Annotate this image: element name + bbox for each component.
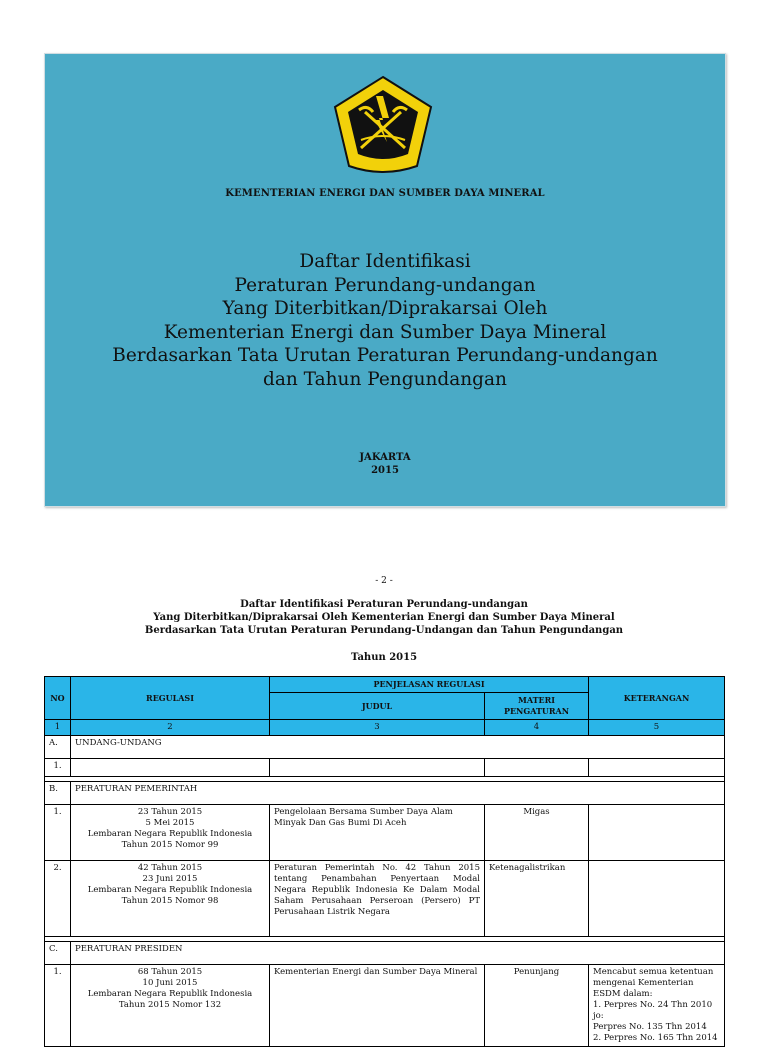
document-title-line: Berdasarkan Tata Urutan Peraturan Perundang-Undangan dan Tahun Pengundangan (144, 625, 624, 636)
section-title: UNDANG-UNDANG (71, 736, 725, 759)
regulation-gazette-no: Tahun 2015 Nomor 98 (121, 896, 219, 906)
keterangan-cell (589, 805, 725, 861)
regulation-number: 23 Tahun 2015 (137, 807, 203, 817)
column-number: 3 (270, 720, 485, 736)
document-title-line: Yang Diterbitkan/Diprakarsai Oleh Kementerian Energi dan Sumber Daya Mineral (153, 612, 615, 623)
ministry-name: KEMENTERIAN ENERGI DAN SUMBER DAYA MINERAL (225, 188, 545, 199)
materi-cell (485, 759, 589, 777)
table-row (45, 805, 725, 861)
row-number: 1. (45, 805, 71, 861)
header-judul: JUDUL (270, 693, 485, 720)
cover-title-line: Daftar Identifikasi (299, 251, 471, 272)
cover-year: 2015 (371, 465, 399, 476)
keterangan-cell (589, 759, 725, 777)
document-title (0, 598, 768, 637)
header-keterangan: KETERANGAN (589, 677, 725, 720)
table-row (45, 965, 725, 1047)
regulation-number: 42 Tahun 2015 (137, 863, 203, 873)
materi-cell: Ketenagalistrikan (485, 861, 589, 937)
page-number: - 2 - (375, 576, 393, 586)
materi-cell: Penunjang (485, 965, 589, 1047)
cover-location (45, 451, 725, 477)
row-number: 1. (45, 759, 71, 777)
regulation-number: 68 Tahun 2015 (137, 967, 203, 977)
keterangan-line: Mencabut semua ketentuan mengenai Kementerian ESDM dalam: (593, 967, 714, 999)
cover-city: JAKARTA (359, 452, 411, 463)
column-number: 2 (71, 720, 270, 736)
judul-cell: Peraturan Pemerintah No. 42 Tahun 2015 tentang Penambahan Penyertaan Modal Negara Republik Indonesia Ke Dalam Modal Saham Perusahaan Perseroan (Persero) PT Perusahaan Listrik Negara (270, 861, 485, 937)
regulasi-cell (71, 861, 270, 937)
regulation-gazette: Lembaran Negara Republik Indonesia (87, 829, 253, 839)
cover-title-line: Yang Diterbitkan/Diprakarsai Oleh (222, 298, 548, 319)
keterangan-cell (589, 965, 725, 1047)
judul-cell: Kementerian Energi dan Sumber Daya Mineral (270, 965, 485, 1047)
regulation-gazette: Lembaran Negara Republik Indonesia (87, 885, 253, 895)
materi-cell: Migas (485, 805, 589, 861)
cover-title-line: Peraturan Perundang-undangan (234, 274, 536, 296)
section-row (45, 782, 725, 805)
document-title-line: Daftar Identifikasi Peraturan Perundang-undangan (240, 599, 528, 610)
cover-title-line: dan Tahun Pengundangan (263, 368, 507, 390)
keterangan-cell (589, 861, 725, 937)
section-row (45, 942, 725, 965)
row-number: 1. (45, 965, 71, 1047)
judul-cell (270, 759, 485, 777)
regulation-gazette-no: Tahun 2015 Nomor 99 (121, 840, 219, 850)
section-title: PERATURAN PEMERINTAH (71, 782, 725, 805)
section-title: PERATURAN PRESIDEN (71, 942, 725, 965)
cover-title (45, 250, 725, 391)
table-row (45, 861, 725, 937)
column-number: 1 (45, 720, 71, 736)
keterangan-line: 2. Perpres No. 165 Thn 2014 (593, 1033, 718, 1043)
regulasi-cell (71, 805, 270, 861)
header-penjelasan: PENJELASAN REGULASI (270, 677, 589, 693)
section-row (45, 736, 725, 759)
table-row (45, 759, 725, 777)
section-letter: C. (45, 942, 71, 965)
regulation-gazette: Lembaran Negara Republik Indonesia (87, 989, 253, 999)
regulation-gazette-no: Tahun 2015 Nomor 132 (118, 1000, 222, 1010)
cover-panel (44, 53, 726, 507)
regulation-date: 5 Mei 2015 (145, 818, 195, 828)
header-no: NO (45, 677, 71, 720)
judul-cell: Pengelolaan Bersama Sumber Daya Alam Minyak Dan Gas Bumi Di Aceh (270, 805, 485, 861)
keterangan-line: Perpres No. 135 Thn 2014 (593, 1022, 707, 1032)
esdm-logo-icon (331, 74, 435, 178)
section-letter: A. (45, 736, 71, 759)
keterangan-line: 1. Perpres No. 24 Thn 2010 jo: (593, 1000, 713, 1021)
cover-title-line: Berdasarkan Tata Urutan Peraturan Perundang-undangan (112, 345, 658, 366)
column-number: 4 (485, 720, 589, 736)
regulation-date: 10 Juni 2015 (142, 978, 198, 988)
document-year: Tahun 2015 (350, 652, 418, 663)
cover-title-line: Kementerian Energi dan Sumber Daya Mineral (163, 321, 607, 343)
column-number: 5 (589, 720, 725, 736)
regulasi-cell (71, 965, 270, 1047)
header-regulasi: REGULASI (71, 677, 270, 720)
row-number: 2. (45, 861, 71, 937)
header-materi: MATERI PENGATURAN (485, 693, 589, 720)
section-letter: B. (45, 782, 71, 805)
regulasi-cell (71, 759, 270, 777)
regulation-table (44, 676, 725, 1047)
regulation-date: 23 Juni 2015 (142, 874, 198, 884)
